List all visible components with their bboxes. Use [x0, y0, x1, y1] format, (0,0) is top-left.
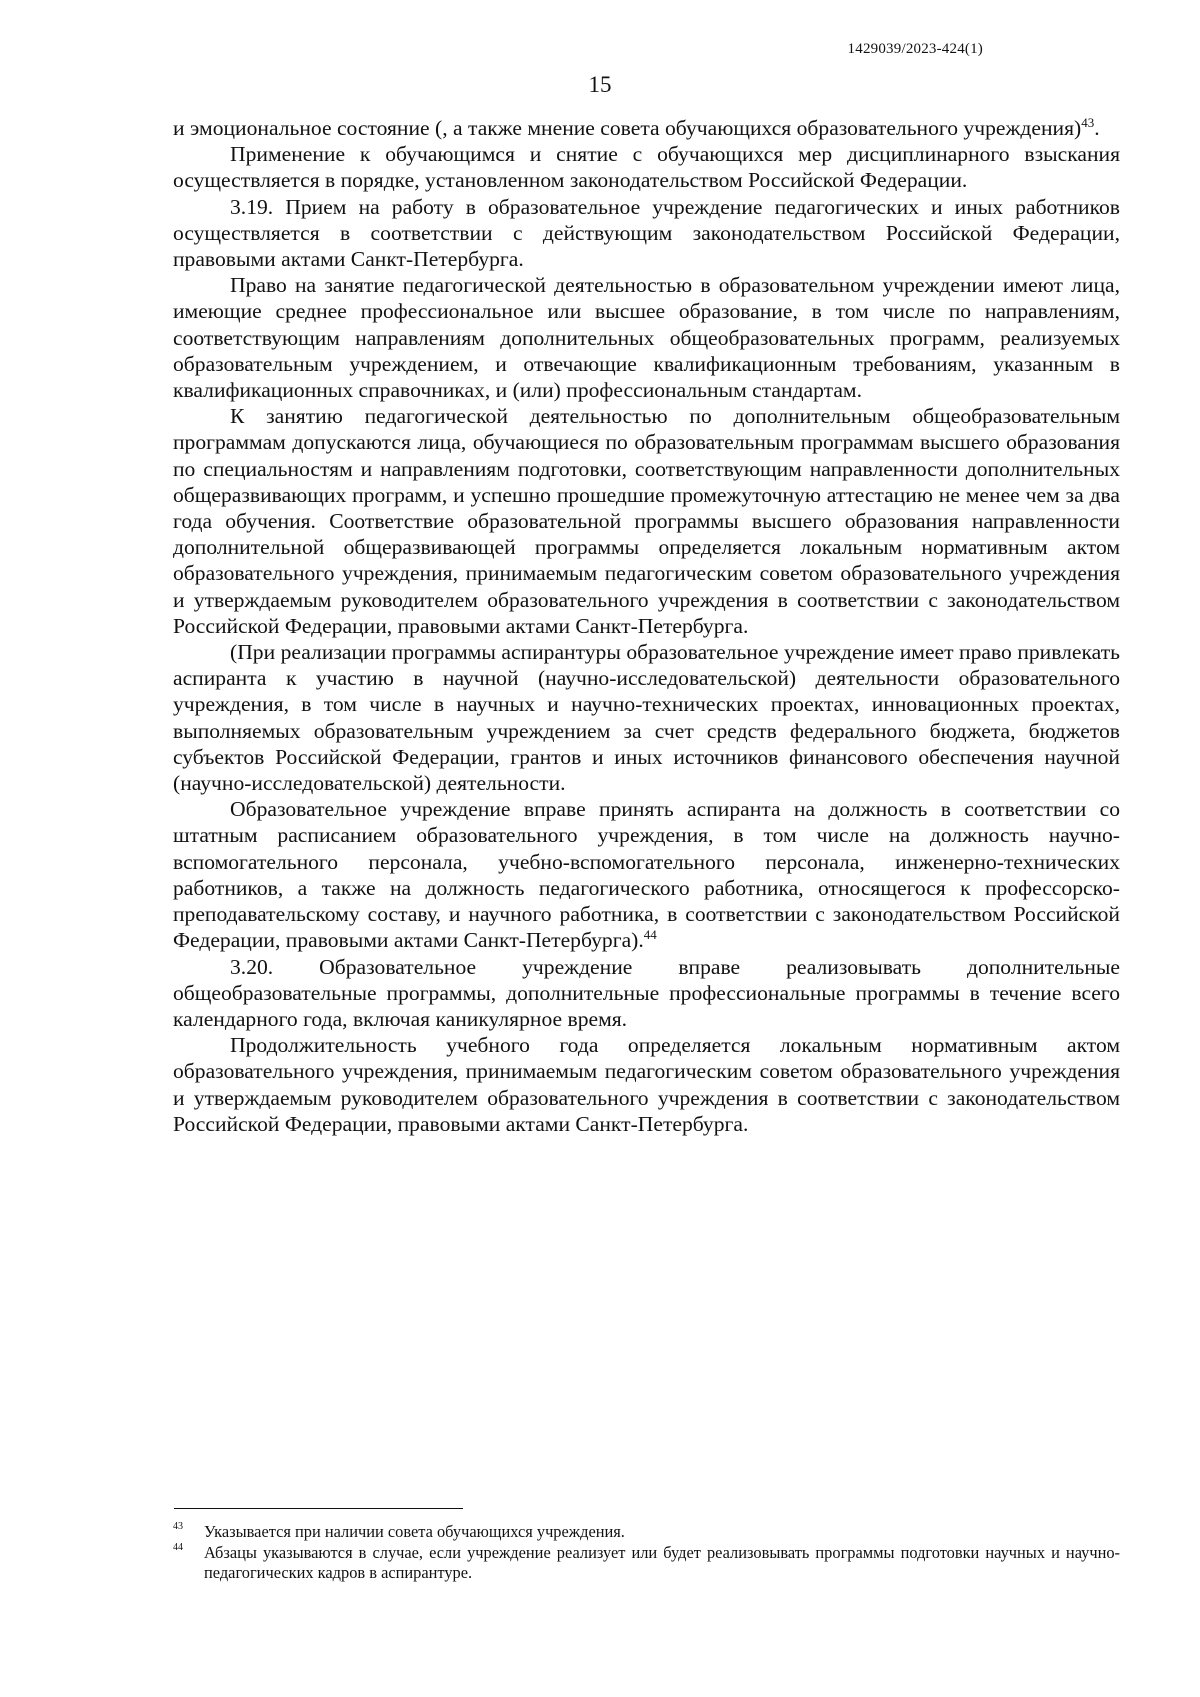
page-number: 15	[588, 72, 612, 97]
paragraph-continuation: и эмоциональное состояние (, а также мнение совета обучающихся образовательного учреждения)$^{43}$.	[173, 114, 1100, 140]
footnote-44	[173, 1543, 1120, 1584]
paragraph-right-to-teach: Право на занятие педагогической деятельностью в образовательном учреждении имеют лица, имеющие среднее профессиональное или высшее образование, в том числе по направлениям, соответствующим направлениям дополнительных общеобразовательных программ, реализуемых образовательным учреждением, и отвечающие квалификационным требованиям, указанным в квалификационных справочниках, и (или) профессиональным стандартам.	[173, 273, 1120, 403]
document-id: 1429039/2023-424(1)	[847, 41, 983, 57]
paragraph-disciplinary-measures: Применение к обучающимся и снятие с обучающихся мер дисциплинарного взыскания осуществляется в порядке, установленном законодательством Российской Федерации.	[173, 142, 1120, 193]
paragraph-postgraduate-research: (При реализации программы аспирантуры образовательное учреждение имеет право привлекать аспиранта к участию в научной (научно-исследовательской) деятельности образовательного учреждения, в том числе в научных и научно-технических проектах, инновационных проектах, выполняемых образовательным учреждением за счет средств федерального бюджета, бюджетов субъектов Российской Федерации, грантов и иных источников финансового обеспечения научной (научно-исследовательской) деятельности.	[173, 640, 1120, 796]
footnote-text: Абзацы указываются в случае, если учреждение реализует или будет реализовывать программы подготовки научных и научно-педагогических кадров в аспирантуре.	[204, 1542, 1120, 1582]
paragraph-3-19: 3.19. Прием на работу в образовательное учреждение педагогических и иных работников осуществляется в соответствии с действующим законодательством Российской Федерации, правовыми актами Санкт-Петербурга.	[173, 194, 1120, 272]
footnote-text: Указывается при наличии совета обучающихся учреждения.	[204, 1522, 625, 1541]
paragraph-academic-year: Продолжительность учебного года определяется локальным нормативным актом образовательного учреждения, принимаемым педагогическим советом образовательного учреждения и утверждаемым руководителем образовательного учреждения в соответствии с законодательством Российской Федерации, правовыми актами Санкт-Петербурга.	[173, 1033, 1120, 1136]
footnote-ref-44: 44	[643, 927, 657, 943]
footnote-separator	[174, 1508, 463, 1509]
footnote-43	[173, 1522, 1120, 1543]
footnote-mark: 44	[173, 1541, 183, 1553]
footnote-mark: 43	[173, 1521, 183, 1532]
document-body	[173, 115, 1120, 1137]
footnotes	[173, 1522, 1120, 1584]
footnote-ref-43: 43	[1081, 114, 1095, 130]
paragraph-3-20: 3.20. Образовательное учреждение вправе реализовывать дополнительные общеобразовательные программы, дополнительные профессиональные программы в течение всего календарного года, включая каникулярное время.	[173, 954, 1120, 1031]
paragraph-admission-students: К занятию педагогической деятельностью по дополнительным общеобразовательным программам допускаются лица, обучающиеся по образовательным программам высшего образования по специальностям и направлениям подготовки, соответствующим направленности дополнительных общеразвивающих программ, и успешно прошедшие промежуточную аттестацию не менее чем за два года обучения. Соответствие образовательной программы высшего образования направленности дополнительной общеразвивающей программы определяется локальным нормативным актом образовательного учреждения, принимаемым педагогическим советом образовательного учреждения и утверждаемым руководителем образовательного учреждения в соответствии с законодательством Российской Федерации, правовыми актами Санкт-Петербурга.	[173, 404, 1120, 638]
paragraph-postgraduate-employment: Образовательное учреждение вправе принять аспиранта на должность в соответствии со штатным расписанием образовательного учреждения, в том числе на должность научно-вспомогательного персонала, учебно-вспомогательного персонала, инженерно-технических работников, а также на должность педагогического работника, относящегося к профессорско-преподавательскому составу, и научного работника, в соответствии с законодательством Российской Федерации, правовыми актами Санкт-Петербурга).$^{44}$	[173, 797, 1120, 953]
